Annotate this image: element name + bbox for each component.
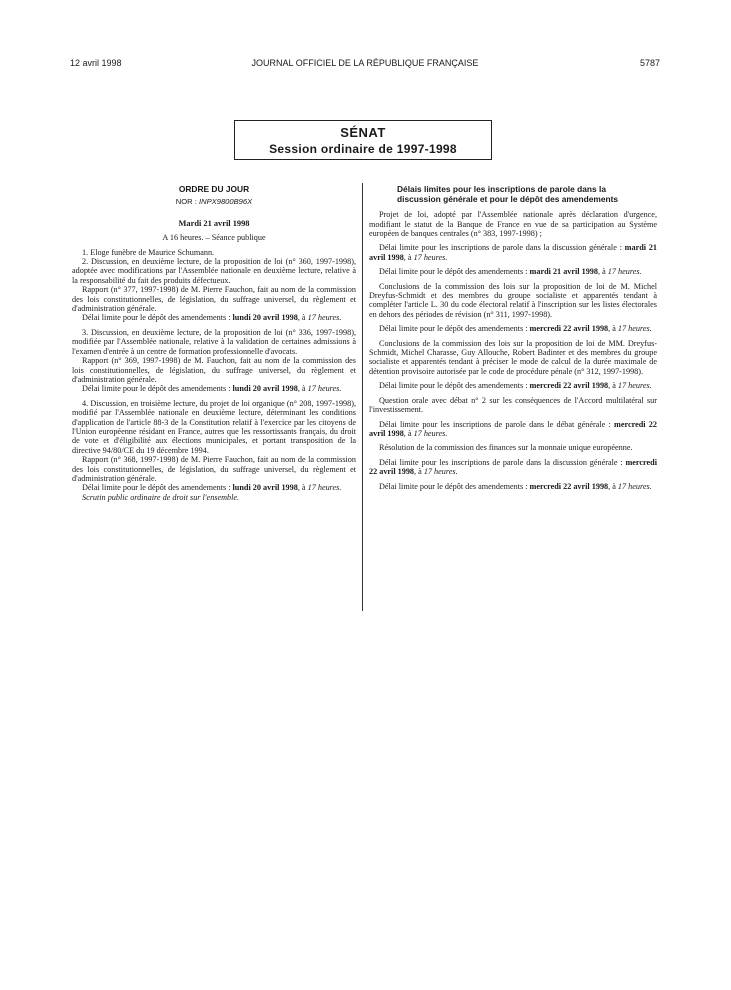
deadline-item-2: Conclusions de la commission des lois sur la proposition de loi de M. Michel Dreyfus-Schmidt et des membres du groupe socialiste et apparentés tendant à compléter l'article L. 30 du code électoral relatif à l'inscription sur les listes électorales en dehors des périodes de révision (n° 311, 1997-1998).: [369, 281, 657, 319]
left-column: [72, 185, 356, 502]
agenda-item-3-report: Rapport (n° 369, 1997-1998) de M. Fauchon, fait au nom de la commission des lois constitutionnelles, de législation, du suffrage universel, du règlement et d'administration générale.: [72, 356, 356, 384]
nor-label: NOR :: [175, 197, 199, 207]
senat-title: SÉNAT: [340, 125, 386, 140]
agenda-item-3: 3. Discussion, en deuxième lecture, de la proposition de loi (n° 336, 1997-1998), modifiée par l'Assemblée nationale, relative à la validation de certaines admissions à l'examen d'entrée à un centre de formation professionnelle d'avocats.: [72, 327, 356, 356]
header-journal-title: JOURNAL OFFICIEL DE LA RÉPUBLIQUE FRANÇAISE: [251, 58, 479, 68]
senat-title-box: [234, 120, 492, 160]
ordre-du-jour-heading: ORDRE DU JOUR: [178, 184, 250, 194]
sitting-date: Mardi 21 avril 1998: [178, 218, 250, 228]
header-page-number: 5787: [639, 58, 660, 68]
agenda-item-2: 2. Discussion, en deuxième lecture, de la proposition de loi (n° 360, 1997-1998), adoptée avec modifications par l'Assemblée nationale en deuxième lecture, relative à la responsabilité du fait des produits défectueux.: [72, 257, 356, 285]
deadline-item-3: Conclusions de la commission des lois sur la proposition de loi de MM. Dreyfus-Schmidt, Michel Charasse, Guy Allouche, Robert Badinter et des membres du groupe socialiste et apparentés tendant à préciser le mode de calcul de la durée maximale de détention provisoire autorisée par le code de procédure pénale (n° 312, 1997-1998).: [369, 338, 657, 376]
right-column: [369, 185, 657, 496]
agenda-item-4-deadline: Délai limite pour le dépôt des amendements : lundi 20 avril 1998, à 17 heures.: [82, 483, 342, 493]
agenda-item-2-report: Rapport (n° 377, 1997-1998) de M. Pierre Fauchon, fait au nom de la commission des lois constitutionnelles, de législation, du suffrage universel, du règlement et d'administration générale.: [72, 285, 356, 314]
deadline-item-4: Question orale avec débat n° 2 sur les conséquences de l'Accord multilatéral sur l'investissement.: [369, 395, 657, 415]
page-header: [70, 58, 660, 72]
deadline-item-5-amendements: Délai limite pour le dépôt des amendements : mercredi 22 avril 1998, à 17 heures.: [379, 481, 652, 491]
sitting-time: A 16 heures. – Séance publique: [162, 233, 266, 243]
deadline-item-3-amendements: Délai limite pour le dépôt des amendements : mercredi 22 avril 1998, à 17 heures.: [379, 381, 652, 391]
header-date: 12 avril 1998: [70, 58, 122, 68]
deadline-item-1-parole: Délai limite pour les inscriptions de parole dans la discussion générale : mardi 21 avril 1998, à 17 heures.: [369, 243, 657, 262]
agenda-item-2-deadline: Délai limite pour le dépôt des amendements : lundi 20 avril 1998, à 17 heures.: [82, 313, 342, 323]
deadline-item-1-amendements: Délai limite pour le dépôt des amendements : mardi 21 avril 1998, à 17 heures.: [379, 267, 642, 277]
deadline-item-5: Résolution de la commission des finances sur la monnaie unique européenne.: [379, 443, 633, 453]
column-divider: [362, 183, 363, 611]
nor-code: INPX9800B96X: [199, 197, 253, 207]
deadline-item-5-parole: Délai limite pour les inscriptions de parole dans la discussion générale : mercredi 22 avril 1998, à 17 heures.: [369, 457, 657, 477]
session-subtitle: Session ordinaire de 1997-1998: [269, 142, 457, 156]
agenda-item-3-deadline: Délai limite pour le dépôt des amendements : lundi 20 avril 1998, à 17 heures.: [82, 384, 342, 394]
agenda-item-4-scrutin: Scrutin public ordinaire de droit sur l'ensemble.: [82, 492, 240, 502]
agenda-item-1: 1. Eloge funèbre de Maurice Schumann.: [82, 247, 215, 257]
agenda-item-4-report: Rapport (n° 368, 1997-1998) de M. Pierre Fauchon, fait au nom de la commission des lois constitutionnelles, de législation, du suffrage universel, du règlement et d'administration générale.: [72, 455, 356, 483]
nor-reference: [72, 197, 356, 206]
deadlines-heading: Délais limites pour les inscriptions de parole dans la discussion générale et pour le dépôt des amendements: [397, 184, 619, 204]
deadline-item-4-parole: Délai limite pour les inscriptions de parole dans le débat générale : mercredi 22 avril 1998, à 17 heures.: [369, 419, 657, 438]
deadline-item-1: Projet de loi, adopté par l'Assemblée nationale après déclaration d'urgence, modifiant le statut de la Banque de France en vue de sa participation au Système européen de banques centrales (n° 383, 1997-1998) ;: [369, 210, 657, 238]
deadline-item-2-amendements: Délai limite pour le dépôt des amendements : mercredi 22 avril 1998, à 17 heures.: [379, 324, 652, 334]
agenda-item-4: 4. Discussion, en troisième lecture, du projet de loi organique (n° 208, 1997-1998), modifié par l'Assemblée nationale en deuxième lecture, déterminant les conditions d'application de l'article 88-3 de la Constitution relatif à l'exercice par les citoyens de l'Union européenne résidant en France, autres que les ressortissants français, du droit de vote et d'éligibilité aux élections municipales, et portant transposition de la directive 94/80/CE du 19 décembre 1994.: [72, 398, 356, 455]
